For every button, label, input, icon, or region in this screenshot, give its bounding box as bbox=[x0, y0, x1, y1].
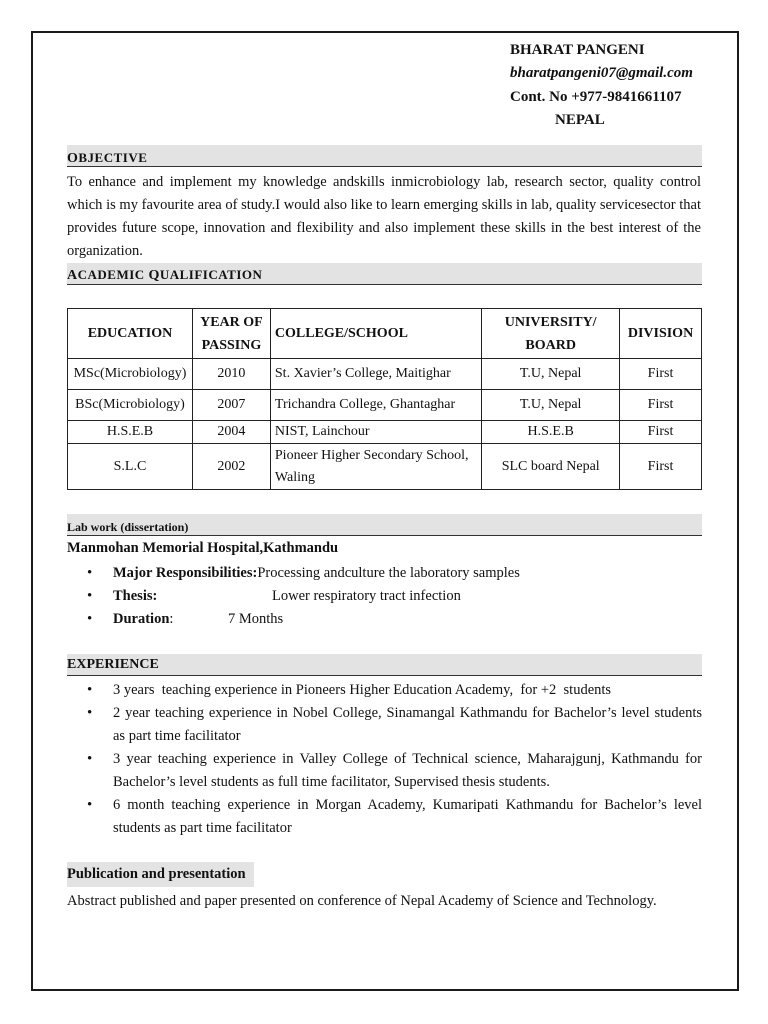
objective-heading bbox=[67, 145, 702, 167]
table-row bbox=[68, 444, 702, 490]
duration-colon: : bbox=[169, 611, 174, 627]
list-item: • 3 years teaching experience in Pioneers Higher Education Academy, for +2 students bbox=[67, 679, 702, 702]
responsibilities-value: Processing andculture the laboratory samples bbox=[257, 565, 520, 581]
cell-year: 2004 bbox=[192, 421, 270, 444]
publication-heading: Publication and presentation bbox=[67, 862, 254, 887]
col-college: COLLEGE/SCHOOL bbox=[270, 309, 481, 359]
cell-board: SLC board Nepal bbox=[482, 444, 620, 490]
objective-heading-rest: BJECTIVE bbox=[78, 150, 148, 165]
list-item bbox=[67, 608, 702, 631]
cell-division: First bbox=[620, 359, 702, 390]
table-header-row bbox=[68, 309, 702, 359]
experience-list bbox=[67, 679, 702, 840]
academic-heading-cap2: Q bbox=[148, 268, 160, 283]
col-education: EDUCATION bbox=[68, 309, 193, 359]
academic-heading-cap1: A bbox=[67, 268, 78, 283]
cell-division: First bbox=[620, 390, 702, 421]
cell-education: BSc(Microbiology) bbox=[68, 390, 193, 421]
duration-value: 7 Months bbox=[228, 611, 284, 627]
cell-division: First bbox=[620, 444, 702, 490]
cell-college: Trichandra College, Ghantaghar bbox=[270, 390, 481, 421]
cell-board: H.S.E.B bbox=[482, 421, 620, 444]
table-row bbox=[68, 359, 702, 390]
labwork-hospital: Manmohan Memorial Hospital,Kathmandu bbox=[67, 540, 339, 556]
thesis-label: Thesis: bbox=[113, 588, 158, 604]
duration-label: Duration bbox=[113, 611, 170, 627]
cell-college: NIST, Lainchour bbox=[270, 421, 481, 444]
labwork-list bbox=[67, 562, 702, 631]
list-item bbox=[67, 585, 702, 608]
objective-heading-cap: O bbox=[67, 151, 79, 166]
candidate-contact: Cont. No +977-9841661107 bbox=[510, 89, 682, 105]
cell-division: First bbox=[620, 421, 702, 444]
objective-text: To enhance and implement my knowledge andskills inmicrobiology lab, research sector, quality control which is my favourite area of study.I would also like to learn emerging skills in lab, quality servicesector that provides future scope, innovation and flexibility and also implement these skills in the best interest of the organization. bbox=[67, 174, 701, 259]
publication-text: Abstract published and paper presented on conference of Nepal Academy of Science and Technology. bbox=[67, 893, 657, 909]
labwork-heading: Lab work (dissertation) bbox=[67, 514, 702, 536]
candidate-name: BHARAT PANGENI bbox=[510, 42, 645, 58]
list-item bbox=[67, 562, 702, 585]
table-row bbox=[68, 390, 702, 421]
academic-heading-rest1: CADEMIC bbox=[77, 267, 149, 282]
responsibilities-label: Major Responsibilities: bbox=[113, 565, 258, 581]
cell-year: 2007 bbox=[192, 390, 270, 421]
cell-education: S.L.C bbox=[68, 444, 193, 490]
cell-year: 2010 bbox=[192, 359, 270, 390]
candidate-country: NEPAL bbox=[555, 112, 605, 128]
cell-college: Pioneer Higher Secondary School, Waling bbox=[270, 444, 481, 490]
education-table bbox=[67, 308, 702, 490]
col-board: UNIVERSITY/ BOARD bbox=[482, 309, 620, 359]
table-row bbox=[68, 421, 702, 444]
cell-board: T.U, Nepal bbox=[482, 359, 620, 390]
thesis-value: Lower respiratory tract infection bbox=[272, 588, 461, 604]
cell-college: St. Xavier’s College, Maitighar bbox=[270, 359, 481, 390]
experience-heading: EXPERIENCE bbox=[67, 654, 702, 676]
cell-board: T.U, Nepal bbox=[482, 390, 620, 421]
col-division: DIVISION bbox=[620, 309, 702, 359]
col-year: YEAR OF PASSING bbox=[192, 309, 270, 359]
candidate-email[interactable]: bharatpangeni07@gmail.com bbox=[510, 65, 693, 81]
academic-heading-rest2: UALIFICATION bbox=[159, 267, 263, 282]
cell-education: MSc(Microbiology) bbox=[68, 359, 193, 390]
academic-heading bbox=[67, 263, 702, 285]
list-item: • 3 year teaching experience in Valley College of Technical science, Maharajgunj, Kathmandu for Bachelor’s level students as full time facilitator, Supervised thesis students. bbox=[67, 748, 702, 794]
list-item: • 2 year teaching experience in Nobel College, Sinamangal Kathmandu for Bachelor’s level students as part time facilitator bbox=[67, 702, 702, 748]
list-item: • 6 month teaching experience in Morgan Academy, Kumaripati Kathmandu for Bachelor’s level students as part time facilitator bbox=[67, 794, 702, 840]
cell-year: 2002 bbox=[192, 444, 270, 490]
cell-education: H.S.E.B bbox=[68, 421, 193, 444]
